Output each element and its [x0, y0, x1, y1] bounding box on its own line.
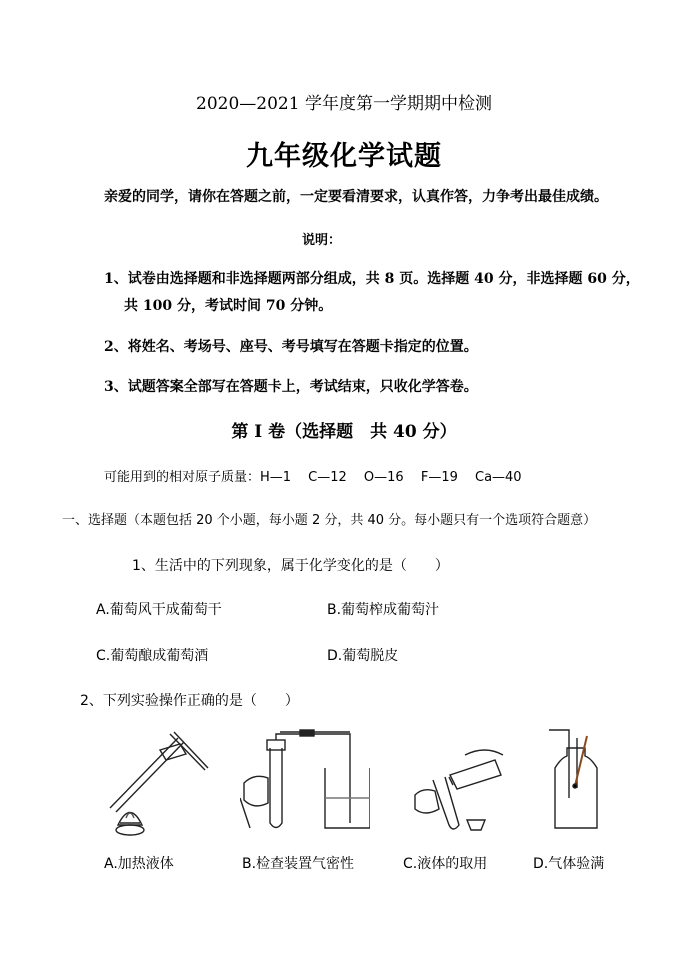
greeting-text: 亲爱的同学，请你在答题之前，一定要看清要求，认真作答，力争考出最佳成绩。 [104, 189, 608, 205]
question-1-stem: 1、生活中的下列现象，属于化学变化的是（ ） [132, 558, 449, 574]
q1-option-b: B.葡萄榨成葡萄汁 [327, 602, 440, 618]
liquid-pouring-figure [405, 725, 515, 840]
section-title: 第 I 卷（选择题 共 40 分） [231, 422, 457, 442]
q2-option-c: C.液体的取用 [403, 856, 488, 872]
q1-option-a: A.葡萄风干成葡萄干 [96, 602, 222, 618]
exam-subtitle: 2020—2021 学年度第一学期期中检测 [196, 94, 492, 114]
note-3: 3、试题答案全部写在答题卡上，考试结束，只收化学答卷。 [104, 379, 478, 395]
question-2-stem: 2、下列实验操作正确的是（ ） [80, 693, 299, 709]
note-2: 2、将姓名、考场号、座号、考号填写在答题卡指定的位置。 [104, 339, 478, 355]
airtightness-check-figure [240, 728, 370, 843]
note-1-line-2: 共 100 分，考试时间 70 分钟。 [124, 298, 333, 314]
notes-heading: 说明： [302, 233, 342, 248]
q2-option-d: D.气体验满 [533, 856, 605, 872]
note-1-line-1: 1、试卷由选择题和非选择题两部分组成，共 8 页。选择题 40 分，非选择题 60 分， [104, 271, 640, 287]
q2-option-b: B.检查装置气密性 [242, 856, 355, 872]
heating-liquid-figure [100, 730, 210, 840]
exam-title: 九年级化学试题 [246, 141, 442, 172]
q1-option-d: D.葡萄脱皮 [327, 648, 399, 664]
q1-option-c: C.葡萄酿成葡萄酒 [96, 648, 209, 664]
atomic-masses: 可能用到的相对原子质量：H—1 C—12 O—16 F—19 Ca—40 [104, 470, 522, 485]
gas-full-test-figure [545, 728, 605, 843]
part-heading: 一、选择题（本题包括 20 个小题，每小题 2 分，共 40 分。每小题只有一个选项符合题意） [62, 513, 597, 528]
q2-option-a: A.加热液体 [104, 856, 174, 872]
